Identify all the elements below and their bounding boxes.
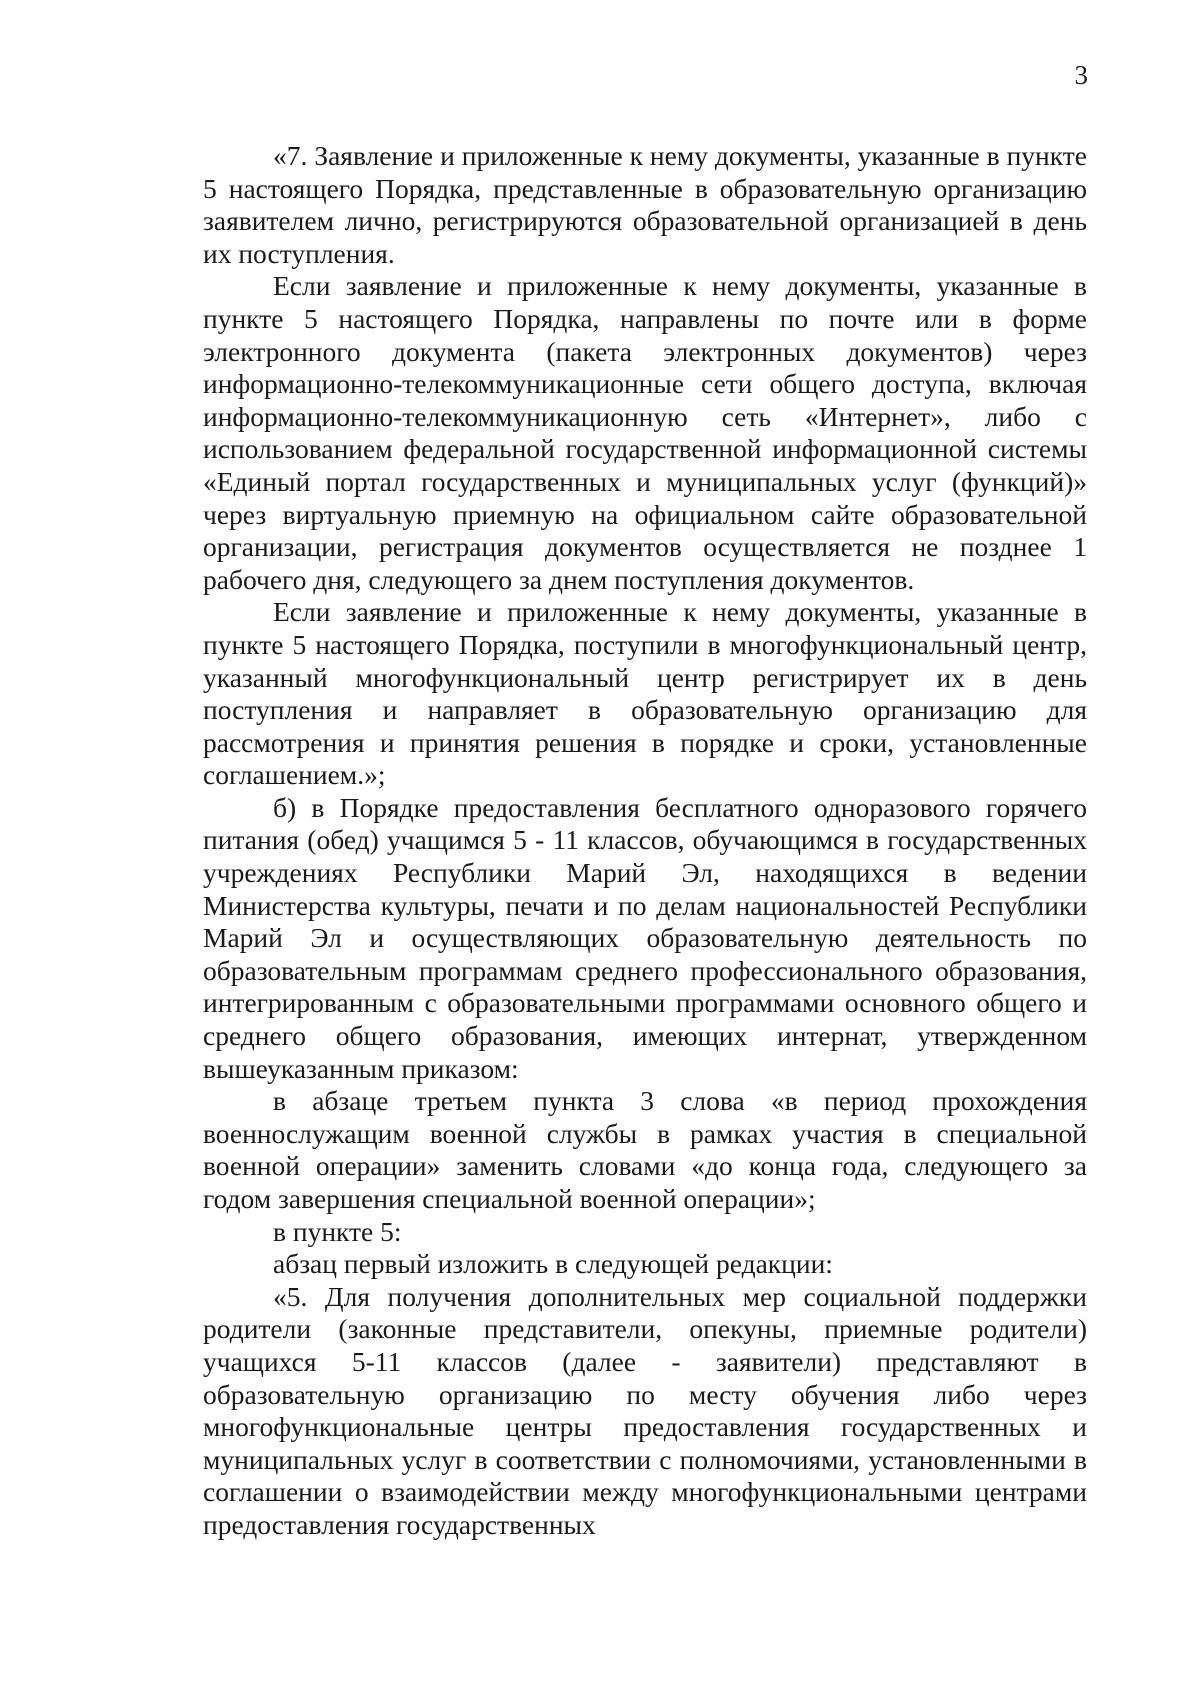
paragraph-clause-5: в пункте 5: — [273, 1215, 402, 1247]
page-number: 3 — [1074, 60, 1088, 90]
paragraph-first-abzac: абзац первый изложить в следующей редакции: — [273, 1248, 833, 1280]
paragraph-item-5-new-text: «5. Для получения дополнительных мер социальной поддержки родители (законные представители, опекуны, приемные родители) учащихся 5-11 классов (далее - заявители) представляют в образовательную организацию по месту обучения либо через многофункциональные центры предоставления государственных и муниципальных услуг в соответствии с полномочиями, установленными в соглашении о взаимодействии между многофункциональными центрами предоставления государственных — [203, 1280, 1087, 1540]
paragraph-registration-by-mail: Если заявление и приложенные к нему документы, указанные в пункте 5 настоящего Порядка, направлены по почте или в форме электронного документа (пакета электронных документов) через информационно-телекоммуникационные сети общего доступа, включая информационно-телекоммуникационную сеть «Интернет», либо с использованием федеральной государственной информационной системы «Единый портал государственных и муниципальных услуг (функций)» через виртуальную приемную на официальном сайте образовательной организации, регистрация документов осуществляется не позднее 1 рабочего дня, следующего за днем поступления документов. — [203, 270, 1087, 595]
paragraph-clause-3-change: в абзаце третьем пункта 3 слова «в период прохождения военнослужащим военной службы в рамках участия в специальной военной операции» заменить словами «до конца года, следующего за годом завершения специальной военной операции»; — [203, 1085, 1087, 1214]
document-body — [203, 140, 1087, 1542]
paragraph-registration-mfc: Если заявление и приложенные к нему документы, указанные в пункте 5 настоящего Порядка, поступили в многофункциональный центр, указанный многофункциональный центр регистрирует их в день поступления и направляет в образовательную организацию для рассмотрения и принятия решения в порядке и сроки, установленные соглашением.»; — [203, 596, 1087, 791]
paragraph-amendment-b: б) в Порядке предоставления бесплатного одноразового горячего питания (обед) учащимся 5 - 11 классов, обучающимся в государственных учреждениях Республики Марий Эл, находящихся в ведении Министерства культуры, печати и по делам национальностей Республики Марий Эл и осуществляющих образовательную деятельность по образовательным программам среднего профессионального образования, интегрированным с образовательными программами основного общего и среднего общего образования, имеющих интернат, утвержденном вышеуказанным приказом: — [203, 791, 1087, 1084]
paragraph-item-7: «7. Заявление и приложенные к нему документы, указанные в пункте 5 настоящего Порядка, представленные в образовательную организацию заявителем лично, регистрируются образовательной организацией в день их поступления. — [203, 140, 1087, 269]
